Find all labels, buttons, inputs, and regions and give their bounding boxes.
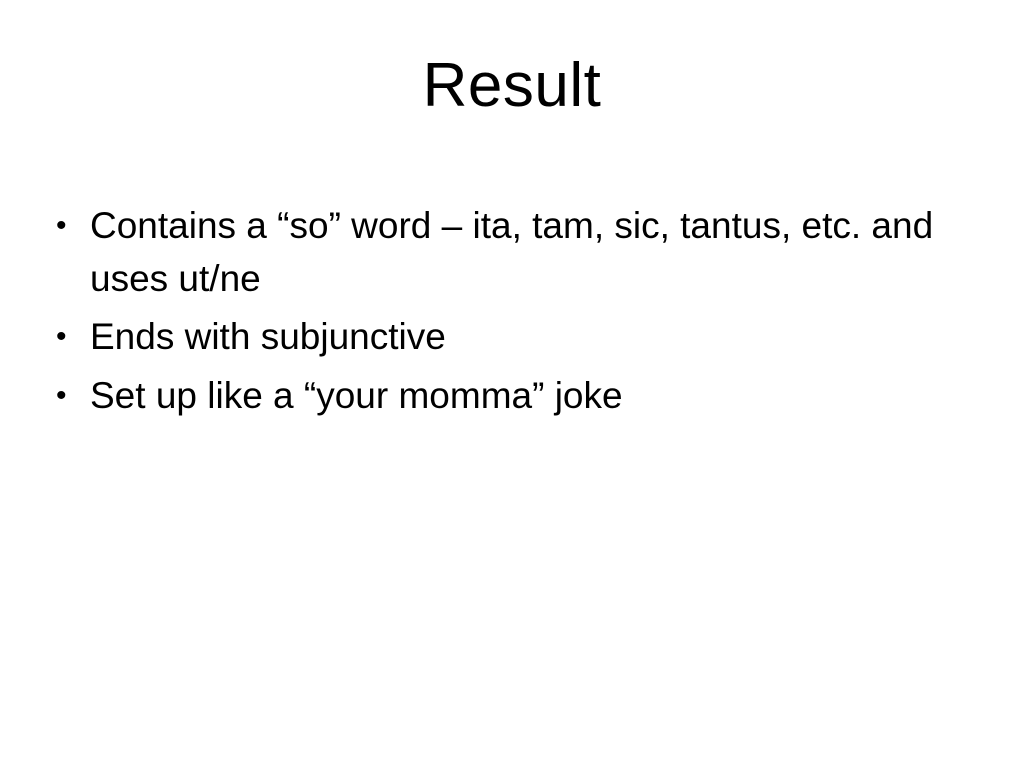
bullet-icon: • <box>56 320 67 354</box>
list-item <box>48 311 948 364</box>
bullet-list <box>48 200 948 428</box>
bullet-icon: • <box>56 209 67 242</box>
list-item-text: Set up like a “your momma” joke <box>90 374 623 416</box>
bullet-icon: • <box>56 378 67 412</box>
list-item <box>48 200 948 305</box>
list-item <box>48 370 948 423</box>
list-item-text: Contains a “so” word – ita, tam, sic, tantus, etc. and uses ut/ne <box>90 205 934 299</box>
list-item-text: Ends with subjunctive <box>90 316 446 358</box>
page-title: Result <box>422 51 602 120</box>
